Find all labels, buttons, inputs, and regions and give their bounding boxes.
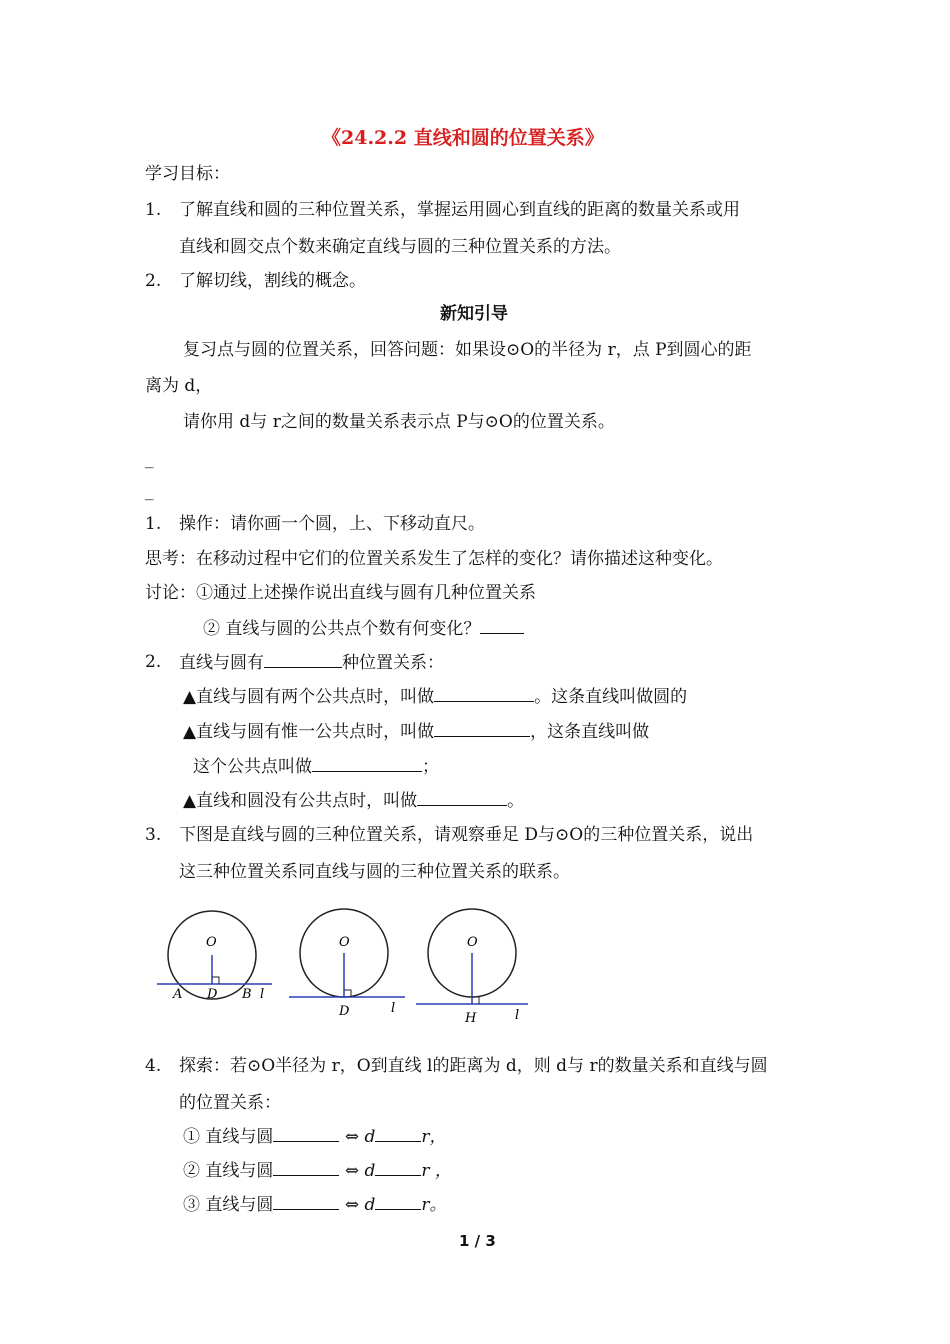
relation-2-prefix: ② 直线与圆 — [183, 1161, 274, 1181]
relation-3-blank[interactable] — [273, 1193, 339, 1210]
objective-2-num: 2. — [145, 271, 162, 291]
figure1-label-A: A — [173, 987, 183, 1002]
objective-1-num: 1. — [145, 200, 162, 220]
figure2-label-O: O — [339, 935, 350, 950]
tangent-point-a: 这个公共点叫做 — [193, 757, 312, 777]
page-title: 《24.2.2 直线和圆的位置关系》 — [322, 127, 604, 149]
step2-num: 2. — [145, 652, 162, 672]
relation-row-1 — [183, 1125, 447, 1148]
figure1-label-l: l — [260, 987, 265, 1002]
relation-2-r: r ， — [421, 1161, 452, 1181]
step3-num: 3. — [145, 825, 162, 845]
think-text: 思考：在移动过程中它们的位置关系发生了怎样的变化？请你描述这种变化。 — [145, 549, 723, 569]
step1-text: 操作：请你画一个圆，上、下移动直尺。 — [179, 514, 485, 534]
answer-dash-1: _ — [145, 449, 154, 469]
figure1-label-O: O — [206, 935, 217, 950]
objective-2-line1: 了解切线，割线的概念。 — [179, 271, 366, 291]
bullet-tangent-b: ，这条直线叫做 — [530, 722, 650, 742]
step3-line2: 这三种位置关系同直线与圆的三种位置关系的联系。 — [179, 862, 570, 882]
relation-1-blank[interactable] — [273, 1125, 339, 1142]
relation-3-prefix: ③ 直线与圆 — [183, 1195, 274, 1215]
intro-paragraph-2: 请你用 d与 r之间的数量关系表示点 P与⊙O的位置关系。 — [183, 412, 615, 432]
step2-suffix: 种位置关系： — [342, 653, 444, 673]
figure1-label-D: D — [207, 987, 218, 1002]
relation-2-iff: ⇔ — [344, 1161, 360, 1181]
relation-1-d: d — [364, 1127, 376, 1147]
figure3-label-l: l — [515, 1008, 520, 1023]
objective-1-line2: 直线和圆交点个数来确定直线与圆的三种位置关系的方法。 — [179, 237, 621, 257]
step4-line1: 探索：若⊙O半径为 r，O到直线 l的距离为 d，则 d与 r的数量关系和直线与圆 — [179, 1056, 768, 1076]
figure3-label-O: O — [467, 935, 478, 950]
answer-dash-2: _ — [145, 481, 154, 501]
relation-3-r: r。 — [421, 1195, 447, 1215]
step2-prefix: 直线与圆有 — [179, 653, 264, 673]
discuss-line1: 讨论：①通过上述操作说出直线与圆有几种位置关系 — [145, 583, 536, 603]
relation-1-iff: ⇔ — [344, 1127, 360, 1147]
figure1-right-angle — [212, 977, 219, 984]
relation-2-blank[interactable] — [273, 1159, 339, 1176]
objectives-heading: 学习目标： — [145, 164, 230, 184]
page-number: 1 / 3 — [459, 1232, 496, 1250]
figure1-label-B: B — [242, 987, 252, 1002]
figure-secant — [157, 911, 272, 1002]
bullet-separate-a: ▲直线和圆没有公共点时，叫做 — [183, 791, 418, 811]
figure-separate — [416, 909, 528, 1026]
relation-1-r: r， — [421, 1127, 447, 1147]
step3-line1: 下图是直线与圆的三种位置关系，请观察垂足 D与⊙O的三种位置关系，说出 — [179, 825, 754, 845]
relation-row-2 — [183, 1159, 452, 1182]
bullet-separate-b: 。 — [507, 791, 525, 811]
relation-3-d: d — [364, 1195, 376, 1215]
bullet-tangent-a: ▲直线与圆有惟一公共点时，叫做 — [183, 722, 435, 742]
figure3-right-angle — [472, 997, 479, 1004]
relation-2-d: d — [364, 1161, 376, 1181]
step4-num: 4. — [145, 1056, 162, 1076]
bullet-secant-a: ▲直线与圆有两个公共点时，叫做 — [183, 687, 435, 707]
figure2-label-l: l — [391, 1001, 396, 1016]
figure2-label-D: D — [339, 1004, 350, 1019]
figure-tangent — [289, 909, 405, 1019]
discuss-line2-text: ② 直线与圆的公共点个数有何变化？ — [203, 619, 481, 639]
step4-line2: 的位置关系： — [179, 1093, 281, 1113]
relation-2-compare-blank[interactable] — [375, 1159, 421, 1176]
step1-num: 1. — [145, 514, 162, 534]
intro-paragraph-1b: 离为 d， — [145, 376, 213, 396]
relation-3-compare-blank[interactable] — [375, 1193, 421, 1210]
intro-paragraph-1: 复习点与圆的位置关系，回答问题：如果设⊙O的半径为 r，点 P到圆心的距 — [183, 340, 752, 360]
tangent-point-b: ； — [422, 757, 439, 777]
relation-1-compare-blank[interactable] — [375, 1125, 421, 1142]
intro-heading: 新知引导 — [440, 304, 508, 324]
relation-3-iff: ⇔ — [344, 1195, 360, 1215]
objective-1-line1: 了解直线和圆的三种位置关系，掌握运用圆心到直线的距离的数量关系或用 — [179, 200, 740, 220]
bullet-secant-b: 。这条直线叫做圆的 — [534, 687, 688, 707]
figure3-label-H: H — [465, 1011, 477, 1026]
relation-1-prefix: ① 直线与圆 — [183, 1127, 274, 1147]
relation-row-3 — [183, 1193, 447, 1216]
